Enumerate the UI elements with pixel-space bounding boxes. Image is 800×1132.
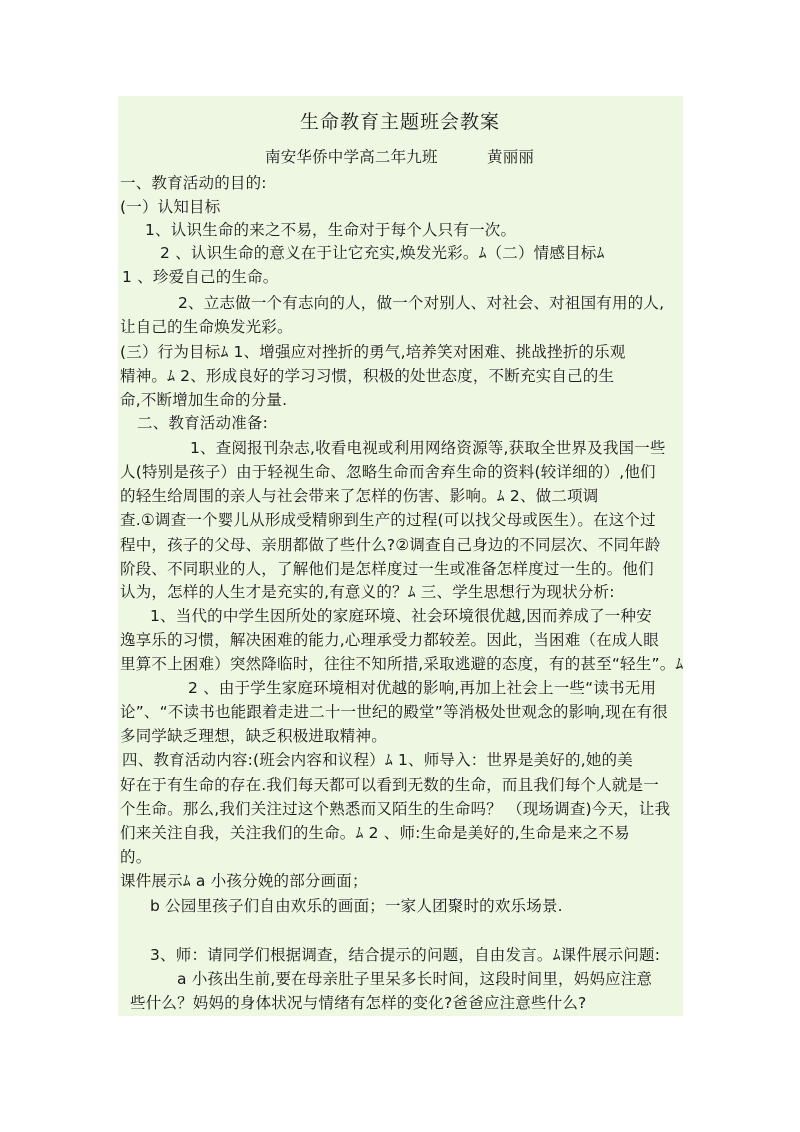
text-line: (三）行为目标ﾑ 1、增强应对挫折的勇气,培养笑对困难、挑战挫折的乐观 xyxy=(120,343,626,361)
text-line: 2 、由于学生家庭环境相对优越的影响,再加上社会上一些“读书无用 xyxy=(188,679,657,697)
text-line: 程中，孩子的父母、亲朋都做了些什么?②调查自己身边的不同层次、不同年龄 xyxy=(120,536,661,554)
text-line: 多同学缺乏理想，缺乏积极进取精神。 xyxy=(120,727,387,745)
text-line: a 小孩出生前,要在母亲肚子里呆多长时间，这段时间里，妈妈应注意 xyxy=(177,970,653,988)
text-line: 的。 xyxy=(120,848,152,866)
text-line: 些什么？妈妈的身体状况与情绪有怎样的变化?爸爸应注意些什么? xyxy=(130,994,587,1012)
text-line: 2 、认识生命的意义在于让它充实,焕发光彩。ﾑ（二）情感目标ﾑ xyxy=(160,244,605,262)
text-line: 一、教育活动的目的: xyxy=(120,174,267,192)
text-line: 二、教育活动准备: xyxy=(137,414,269,432)
text-line: 1、查阅报刊杂志,收看电视或利用网络资源等,获取全世界及我国一些 xyxy=(190,439,666,457)
text-line: 四、教育活动内容:(班会内容和议程）ﾑ 1、师导入：世界是美好的,她的美 xyxy=(122,751,633,769)
text-line: 1 、珍爱自己的生命。 xyxy=(122,268,279,286)
text-line: 2、立志做一个有志向的人，做一个对别人、对社会、对祖国有用的人, xyxy=(178,294,665,312)
text-line: 逸享乐的习惯，解决困难的能力,心理承受力都较差。因此，当困难（在成人眼 xyxy=(120,631,659,649)
text-line: 命,不断增加生命的分量. xyxy=(120,391,288,409)
text-line: 3、师：请同学们根据调查，结合提示的问题，自由发言。ﾑ课件展示问题: xyxy=(150,946,661,964)
text-line: 的轻生给周围的亲人与社会带来了怎样的伤害、影响。ﾑ 2、做二项调 xyxy=(120,487,599,505)
text-line: 好在于有生命的存在.我们每天都可以看到无数的生命，而且我们每个人就是一 xyxy=(120,776,659,794)
text-line: 精神。ﾑ 2、形成良好的学习习惯，积极的处世态度，不断充实自己的生 xyxy=(120,367,615,385)
document-title: 生命教育主题班会教案 xyxy=(300,111,501,133)
text-line: 人(特别是孩子）由于轻视生命、忽略生命而舍弃生命的资料(较详细的）,他们 xyxy=(120,463,656,481)
text-line: 1、认识生命的来之不易，生命对于每个人只有一次。 xyxy=(145,221,517,239)
byline-school: 南安华侨中学高二年九班 xyxy=(265,148,438,166)
text-line: 课件展示ﾑ a 小孩分娩的部分画面； xyxy=(120,872,368,890)
text-line: 1、当代的中学生因所处的家庭环境、社会环境很优越,因而养成了一种安 xyxy=(150,607,652,625)
text-line: (一）认知目标 xyxy=(120,198,221,216)
text-line: b 公园里孩子们自由欢乐的画面；一家人团聚时的欢乐场景. xyxy=(150,897,563,915)
text-line: 查.①调查一个婴儿从形成受精卵到生产的过程(可以找父母或医生）。在这个过 xyxy=(120,511,656,529)
byline-author: 黄丽丽 xyxy=(487,148,535,166)
text-line: 阶段、不同职业的人，了解他们是怎样度过一生或准备怎样度过一生的。他们 xyxy=(120,560,654,578)
text-line: 论”、“不读书也能跟着走进二十一世纪的殿堂”等消极处世观念的影响,现在有很 xyxy=(120,703,668,721)
text-line: 里算不上困难）突然降临时，往往不知所措,采取逃避的态度，有的甚至“轻生”。ﾑ xyxy=(120,655,684,673)
text-line: 们来关注自我，关注我们的生命。ﾑ 2 、师:生命是美好的,生命是来之不易 xyxy=(120,824,630,842)
text-line: 认为，怎样的人生才是充实的,有意义的？ﾑ 三、学生思想行为现状分析: xyxy=(120,583,615,601)
text-line: 个生命。那么,我们关注过这个熟悉而又陌生的生命吗？ （现场调查)今天，让我 xyxy=(120,800,671,818)
text-line: 让自己的生命焕发光彩。 xyxy=(120,318,293,336)
